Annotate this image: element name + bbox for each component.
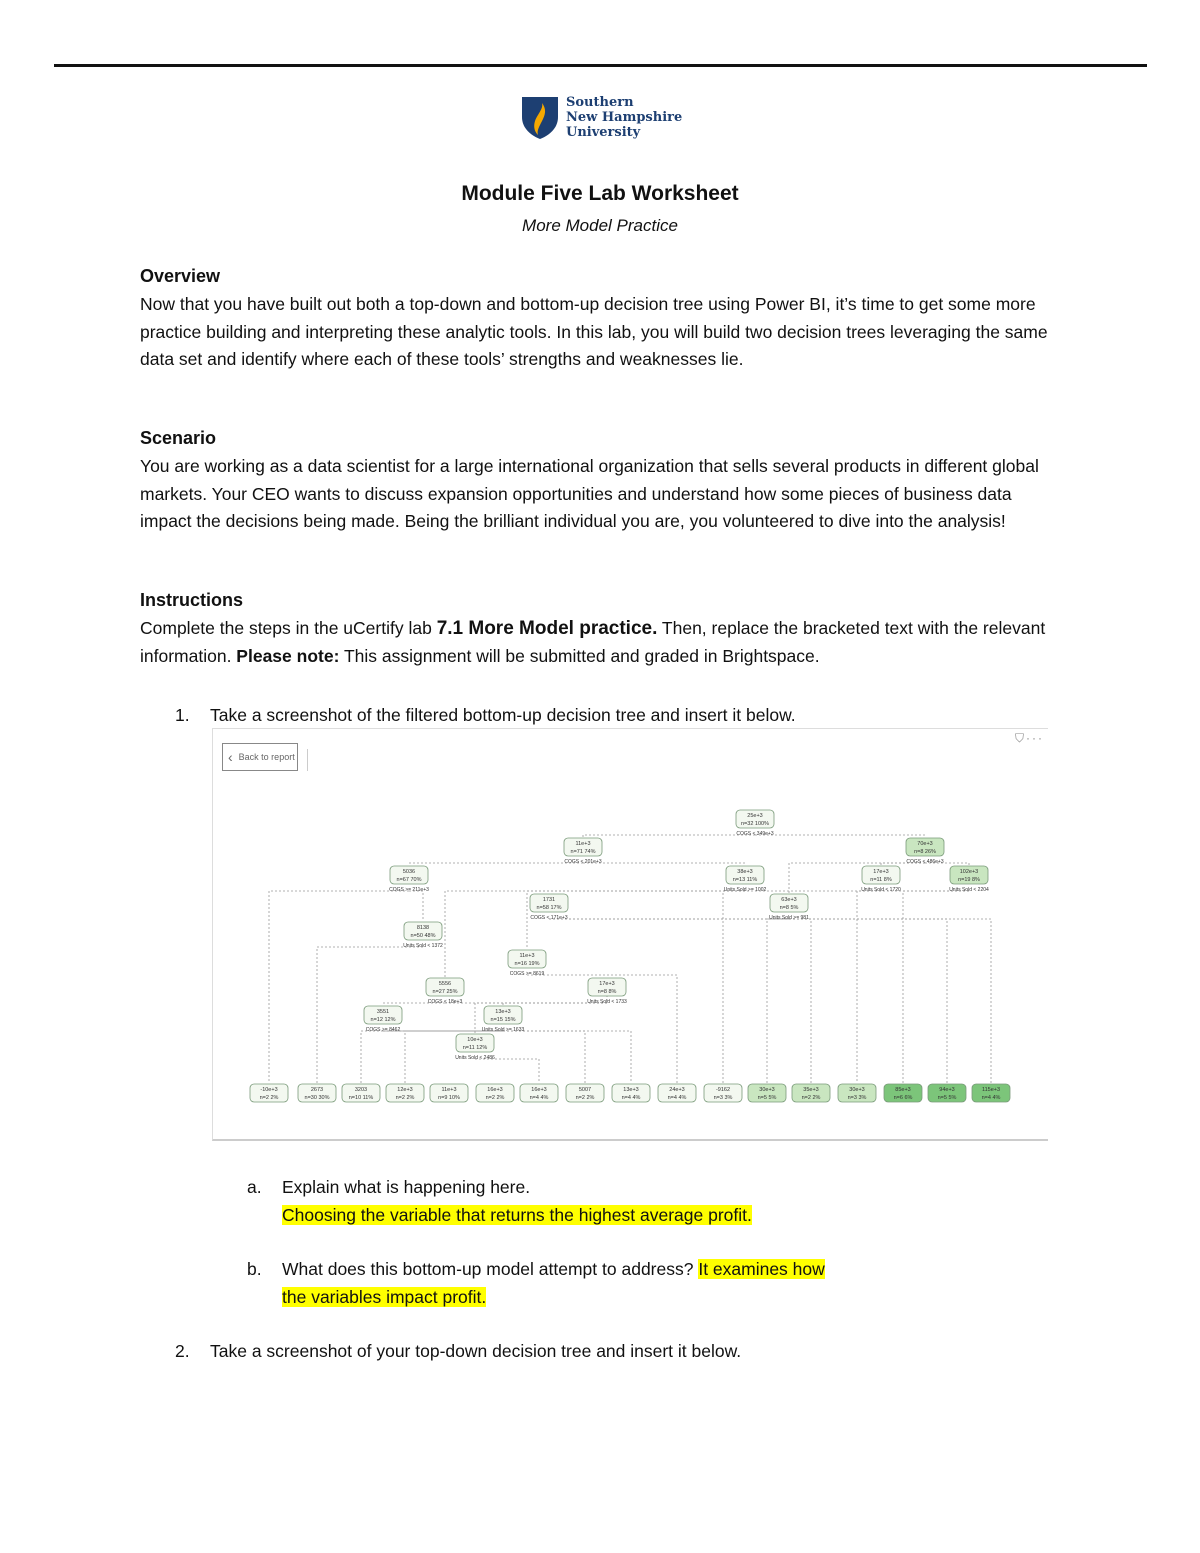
tree-leaf <box>658 1084 696 1102</box>
tree-node <box>426 978 464 996</box>
tree-leaf-label: n=4 4% <box>667 1095 687 1101</box>
split-label: COGS >= 211e+3 <box>389 887 429 893</box>
tree-leaf-label: n=4 4% <box>981 1095 1001 1101</box>
tree-node <box>906 838 944 856</box>
tree-leaf <box>748 1084 786 1102</box>
tree-leaf <box>884 1084 922 1102</box>
tree-leaf <box>972 1084 1010 1102</box>
tree-leaf-label: 2673 <box>310 1087 324 1093</box>
tree-leaf-label: 11e+3 <box>441 1087 457 1093</box>
tree-node-label: n=50 48% <box>410 933 436 939</box>
tree-node-label: 1731 <box>542 897 556 903</box>
tree-node <box>530 894 568 912</box>
split-label: COGS < 201e+3 <box>564 859 602 865</box>
split-label: Units Sold < 2204 <box>949 887 989 893</box>
tree-leaf <box>838 1084 876 1102</box>
tree-node-label: 5556 <box>438 981 452 987</box>
tree-node-label: 102e+3 <box>959 869 979 875</box>
tree-leaf-label: 5007 <box>578 1087 592 1093</box>
tree-node-label: 17e+3 <box>599 981 615 987</box>
logo-line: New Hampshire <box>566 110 683 125</box>
tree-edge <box>409 891 423 921</box>
tree-edge <box>583 835 755 837</box>
logo-line: University <box>566 125 641 140</box>
tree-leaf-label: -9162 <box>715 1087 731 1093</box>
tree-node-label: 63e+3 <box>781 897 797 903</box>
tree-edge <box>755 835 925 837</box>
tree-leaf-label: 13e+3 <box>623 1087 639 1093</box>
instructions-heading: Instructions <box>140 590 244 610</box>
tree-leaf-label: 16e+3 <box>487 1087 503 1093</box>
tree-leaf-label: n=9 10% <box>438 1095 460 1101</box>
split-label: COGS < 486e+3 <box>906 859 944 865</box>
instructions-section <box>140 590 1060 670</box>
scenario-section <box>140 428 1060 536</box>
tree-edge <box>383 1031 631 1083</box>
tree-leaf <box>704 1084 742 1102</box>
tree-leaf <box>792 1084 830 1102</box>
tree-leaf-label: n=2 2% <box>259 1095 279 1101</box>
tree-leaf-label: n=5 5% <box>757 1095 777 1101</box>
tree-node <box>456 1034 494 1052</box>
scenario-heading: Scenario <box>140 428 217 448</box>
tree-leaf-label: 85e+3 <box>895 1087 911 1093</box>
tree-node <box>770 894 808 912</box>
tree-node-label: 5036 <box>402 869 416 875</box>
tree-leaf-label: n=2 2% <box>801 1095 821 1101</box>
tree-node-label: n=19 8% <box>958 877 980 883</box>
tree-leaf <box>430 1084 468 1102</box>
tree-node-label: 70e+3 <box>917 841 933 847</box>
tree-leaf <box>250 1084 288 1102</box>
tree-leaf-label: 115e+3 <box>981 1087 1001 1093</box>
decision-tree-screenshot <box>212 728 1048 1141</box>
tree-leaf-label: 16e+3 <box>531 1087 547 1093</box>
tree-node-label: n=12 12% <box>370 1017 396 1023</box>
tree-leaf-label: 24e+3 <box>669 1087 685 1093</box>
top-rule <box>54 64 1147 67</box>
tree-node <box>390 866 428 884</box>
list-marker: 2. <box>175 1341 190 1361</box>
instructions-post: This assignment will be submitted and graded in Brightspace. <box>339 645 820 666</box>
tree-leaf-label: n=3 3% <box>713 1095 733 1101</box>
shield-icon <box>520 95 560 141</box>
tree-leaf-label: n=4 4% <box>529 1095 549 1101</box>
tree-node-label: n=58 17% <box>536 905 562 911</box>
tree-node-label: n=8 26% <box>914 849 936 855</box>
tree-leaf <box>476 1084 514 1102</box>
tree-edge <box>475 1059 539 1083</box>
tree-node-label: n=16 19% <box>514 961 540 967</box>
tree-node-label: 8138 <box>416 925 430 931</box>
tree-node <box>736 810 774 828</box>
tree-leaf-label: -10e+3 <box>260 1087 278 1093</box>
tree-node <box>404 922 442 940</box>
tree-diagram <box>213 729 1048 1139</box>
tree-edge <box>409 863 583 865</box>
tree-node <box>484 1006 522 1024</box>
tree-edge <box>857 891 969 1083</box>
tree-leaf-label: 94e+3 <box>939 1087 955 1093</box>
answer-text-continued: the variables impact profit. <box>282 1287 487 1307</box>
tree-leaf <box>298 1084 336 1102</box>
tree-leaf <box>386 1084 424 1102</box>
tree-node-label: 10e+3 <box>467 1037 483 1043</box>
tree-leaf-label: n=5 5% <box>937 1095 957 1101</box>
tree-leaf-label: n=2 2% <box>395 1095 415 1101</box>
tree-leaf-label: 12e+3 <box>397 1087 413 1093</box>
tree-leaf-label: n=2 2% <box>485 1095 505 1101</box>
back-label: Back to report <box>238 752 295 762</box>
tree-leaf <box>342 1084 380 1102</box>
item-text: Take a screenshot of your top-down decision tree and insert it below. <box>210 1341 742 1361</box>
tree-node <box>508 950 546 968</box>
answer-text: It examines how <box>698 1259 825 1279</box>
overview-text: Now that you have built out both a top-down and bottom-up decision tree using Power BI, it’s time to get some more practice building and interpreting these analytic tools. In this lab, you will build two decision trees leveraging the same data set and identify where each of these tools’ strengths and weaknesses lie. <box>140 294 1048 369</box>
question-text: What does this bottom-up model attempt to address? <box>282 1259 699 1279</box>
split-label: COGS < 171e+3 <box>530 915 568 921</box>
document-subtitle: More Model Practice <box>522 216 678 235</box>
tree-node-label: n=15 15% <box>490 1017 516 1023</box>
tree-node-label: n=32 100% <box>741 821 769 827</box>
university-logo <box>520 95 682 141</box>
overview-section <box>140 266 1060 374</box>
tree-node-label: 11e+3 <box>519 953 535 959</box>
tree-node-label: n=67 70% <box>396 877 422 883</box>
split-label: COGS >= 8462 <box>365 1027 401 1033</box>
more-icon[interactable]: ··· <box>1026 731 1044 745</box>
tree-node <box>862 866 900 884</box>
tree-node-label: n=11 8% <box>870 877 892 883</box>
item-text: Take a screenshot of the filtered bottom-up decision tree and insert it below. <box>210 705 796 725</box>
instructions-text <box>140 615 1060 670</box>
split-label: COGS >= 8619 <box>509 971 545 977</box>
split-label: COGS < 18e+3 <box>427 999 463 1005</box>
tree-edge <box>767 919 789 1083</box>
split-label: Units Sold < 2486 <box>455 1055 495 1061</box>
tree-node <box>950 866 988 884</box>
tree-leaf-label: n=4 4% <box>621 1095 641 1101</box>
note-label: Please note: <box>236 645 340 666</box>
tree-node-label: 13e+3 <box>495 1009 511 1015</box>
tree-node-label: n=8 8% <box>597 989 617 995</box>
tree-leaf-label: n=30 30% <box>304 1095 330 1101</box>
document-title: Module Five Lab Worksheet <box>461 182 739 205</box>
tree-edge <box>903 891 969 1083</box>
tree-node-label: 17e+3 <box>873 869 889 875</box>
tree-leaf-label: n=2 2% <box>575 1095 595 1101</box>
list-marker: a. <box>247 1177 262 1197</box>
instructions-mid: Then, replace the bracketed text with the relevant information. <box>140 618 1046 666</box>
split-label: Units Sold < 1372 <box>403 943 443 949</box>
tree-node-label: 11e+3 <box>575 841 591 847</box>
tree-node-label: 25e+3 <box>747 813 763 819</box>
tree-edge <box>789 863 925 893</box>
tree-node <box>588 978 626 996</box>
split-label: Units Sold < 1720 <box>861 887 901 893</box>
tree-edge <box>445 977 607 1003</box>
tree-node-label: n=13 11% <box>732 877 758 883</box>
tree-leaf <box>612 1084 650 1102</box>
list-marker: 1. <box>175 705 190 725</box>
list-marker: b. <box>247 1259 262 1279</box>
tree-node-label: n=71 74% <box>570 849 596 855</box>
tree-node-label: 3551 <box>376 1009 390 1015</box>
tree-node <box>564 838 602 856</box>
tree-node-label: n=11 12% <box>462 1045 488 1051</box>
scenario-text: You are working as a data scientist for a large international organization that sells several products in different global markets. Your CEO wants to discuss expansion opportunities and understand how some pieces of business data impact the decisions being made. Being the brilliant individual you are, you volunteered to dive into the analysis! <box>140 456 1039 531</box>
tree-node-label: 38e+3 <box>737 869 753 875</box>
tree-edge <box>789 919 811 1083</box>
tree-node <box>726 866 764 884</box>
filter-icon[interactable]: ⛉ <box>1014 731 1026 745</box>
tree-leaf-label: n=10 11% <box>348 1095 374 1101</box>
split-label: Units Sold >= 981 <box>769 915 809 921</box>
instructions-pre: Complete the steps in the uCertify lab <box>140 618 437 638</box>
split-label: Units Sold >= 1002 <box>723 887 767 893</box>
tree-leaf-label: 3203 <box>354 1087 368 1093</box>
tree-leaf-label: n=6 6% <box>893 1095 913 1101</box>
tree-leaf-label: n=3 3% <box>847 1095 867 1101</box>
split-label: COGS < 349e+3 <box>736 831 774 837</box>
chevron-left-icon: ‹ <box>228 749 233 765</box>
logo-line: Southern <box>566 95 634 110</box>
question-text: Explain what is happening here. <box>282 1177 531 1197</box>
tree-edge <box>445 891 745 977</box>
tree-leaf <box>928 1084 966 1102</box>
lab-name: 7.1 More Model practice. <box>436 618 658 639</box>
tree-edge <box>583 863 745 865</box>
tree-node-label: n=27 25% <box>432 989 458 995</box>
split-label: Units Sold >= 1633 <box>481 1027 525 1033</box>
tree-leaf <box>566 1084 604 1102</box>
tree-leaf-label: 30e+3 <box>849 1087 865 1093</box>
logo-wordmark <box>566 95 682 140</box>
tree-leaf-label: 30e+3 <box>759 1087 775 1093</box>
tree-leaf <box>520 1084 558 1102</box>
answer-text: Choosing the variable that returns the highest average profit. <box>282 1205 752 1225</box>
split-label: Units Sold < 1733 <box>587 999 627 1005</box>
tree-node <box>364 1006 402 1024</box>
tree-node-label: n=8 5% <box>779 905 799 911</box>
tree-edge <box>269 891 409 1083</box>
overview-heading: Overview <box>140 266 221 286</box>
tree-leaf-label: 35e+3 <box>803 1087 819 1093</box>
